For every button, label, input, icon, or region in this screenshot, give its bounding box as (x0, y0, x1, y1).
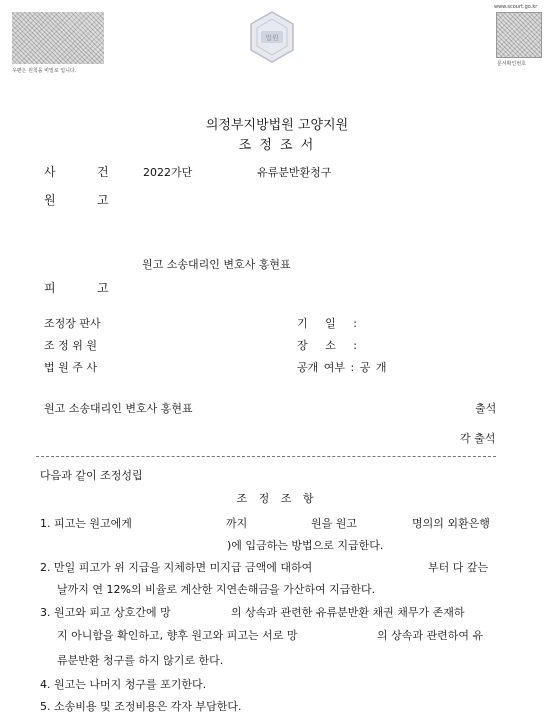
judge-label: 조정장 판사 (44, 317, 101, 330)
term-1-part-a: 1. 피고는 원고에게 (40, 517, 132, 530)
terms-title: 조 정 조 항 (236, 492, 318, 505)
security-stamp-caption: 우편은 원칙을 비밀로 입니다. (12, 68, 77, 74)
term-2-part-b: 부터 다 갚는 (428, 561, 489, 574)
term-3-part-e: 류분반환 청구를 하지 않기로 한다. (57, 654, 224, 667)
defendant-label-1: 피 (44, 281, 56, 295)
term-3-part-b: 의 상속과 관련한 유류분반환 채권 채무가 존재하 (231, 606, 465, 619)
plaintiff-label-1: 원 (44, 193, 56, 207)
term-2-part-a: 2. 만일 피고가 위 지급을 지체하면 미지급 금액에 대하여 (40, 561, 313, 574)
term-4: 4. 원고는 나머지 청구를 포기한다. (40, 678, 207, 691)
term-1-part-e: )에 입금하는 방법으로 지급한다. (227, 539, 384, 552)
section-divider (36, 456, 496, 457)
term-3-part-a: 3. 원고와 피고 상호간에 망 (40, 606, 171, 619)
case-label-2: 건 (97, 165, 109, 179)
term-1-part-b: 까지 (226, 517, 248, 530)
session-date-label: 기 일 : (297, 317, 357, 330)
court-seal-icon (244, 9, 300, 65)
case-label-1: 사 (44, 165, 56, 179)
court-name: 의정부지방법원 고양지원 (205, 118, 349, 133)
case-number: 2022가단 (143, 166, 193, 179)
term-1-part-d: 명의의 외환은행 (412, 517, 490, 530)
session-place-label: 장 소 : (297, 339, 357, 352)
document-number-caption: 문서확인번호 (497, 61, 526, 67)
security-stamp-left (12, 12, 104, 64)
public-session-label: 공개 여부 : 공 개 (297, 361, 387, 374)
attendance-status-all: 각 출석 (460, 432, 496, 445)
attendance-status: 출석 (475, 402, 497, 415)
case-name: 유류분반환청구 (257, 166, 332, 179)
defendant-label-2: 고 (97, 281, 109, 295)
document-title: 조 정 조 서 (238, 138, 316, 153)
term-3-part-c: 지 아니함을 확인하고, 향후 원고와 피고는 서로 망 (57, 629, 298, 642)
term-5: 5. 소송비용 및 조정비용은 각자 부담한다. (40, 700, 242, 713)
qr-code-icon (496, 12, 542, 58)
court-seal-text: 법원 (265, 34, 279, 42)
settlement-intro: 다음과 같이 조정성립 (40, 469, 143, 482)
term-2-part-c: 날까지 연 12%의 비율로 계산한 지연손해금을 가산하여 지급한다. (57, 583, 376, 596)
plaintiff-counsel: 원고 소송대리인 변호사 홍현표 (142, 258, 291, 271)
term-3-part-d: 의 상속과 관련하여 유 (377, 629, 484, 642)
court-url: www.scourt.go.kr (494, 4, 538, 10)
mediator-label: 조 정 위 원 (44, 339, 97, 352)
term-1-part-c: 원을 원고 (311, 517, 358, 530)
attendance-party: 원고 소송대리인 변호사 홍현표 (44, 402, 193, 415)
plaintiff-label-2: 고 (97, 193, 109, 207)
clerk-label: 법 원 주 사 (44, 361, 97, 374)
